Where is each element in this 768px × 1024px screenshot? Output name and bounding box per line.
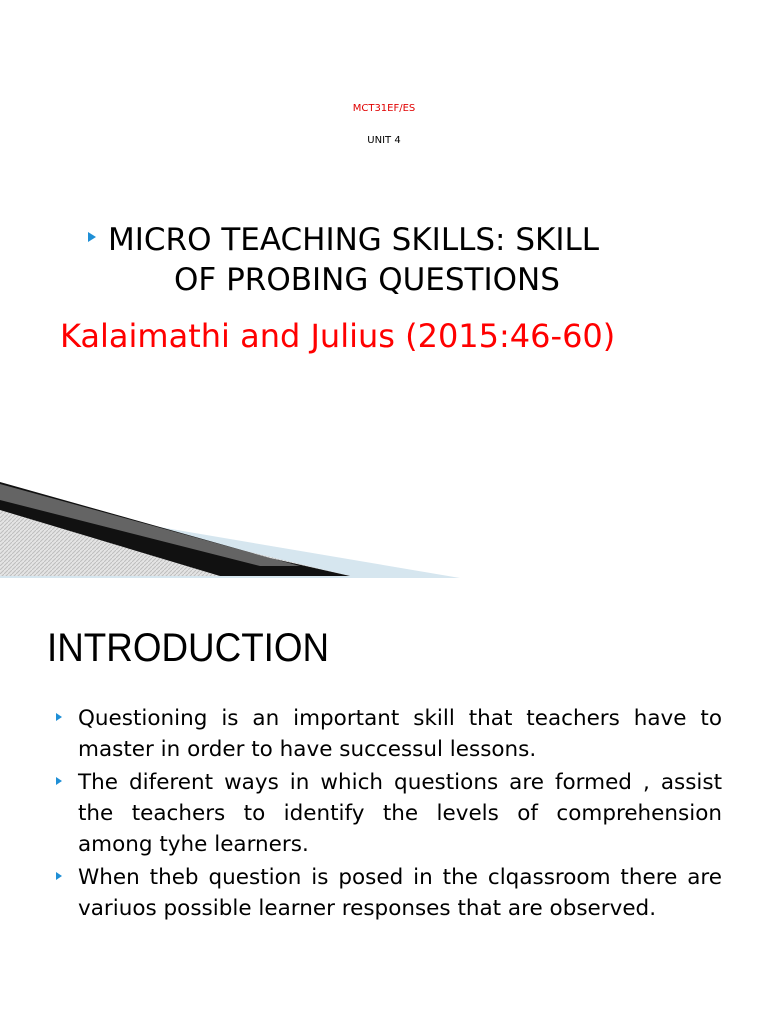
bullet-text: Questioning is an important skill that teachers have to master in order to have successul lessons. bbox=[78, 706, 722, 762]
introduction-slide bbox=[0, 578, 768, 1024]
unit-label: UNIT 4 bbox=[367, 135, 401, 146]
title-line-2: OF PROBING QUESTIONS bbox=[174, 262, 560, 298]
authors-citation: Kalaimathi and Julius (2015:46-60) bbox=[60, 317, 616, 355]
list-item bbox=[52, 862, 722, 924]
triangle-bullet-icon bbox=[56, 713, 62, 721]
introduction-heading: INTRODUCTION bbox=[47, 626, 330, 670]
triangle-bullet-icon bbox=[56, 872, 62, 880]
slide-title bbox=[108, 220, 728, 300]
bullet-text: The diferent ways in which questions are formed , assist the teachers to identify the levels of comprehension among tyhe learners. bbox=[78, 770, 722, 857]
decorative-swoosh bbox=[0, 470, 768, 578]
list-item bbox=[52, 767, 722, 860]
triangle-bullet-icon bbox=[56, 777, 62, 785]
bullet-list bbox=[52, 703, 722, 926]
list-item bbox=[52, 703, 722, 765]
title-line-1: MICRO TEACHING SKILLS: SKILL bbox=[108, 222, 600, 258]
bullet-text: When theb question is posed in the clqassroom there are variuos possible learner responses that are observed. bbox=[78, 865, 722, 921]
course-code: MCT31EF/ES bbox=[352, 103, 416, 114]
triangle-bullet-icon bbox=[88, 232, 96, 242]
